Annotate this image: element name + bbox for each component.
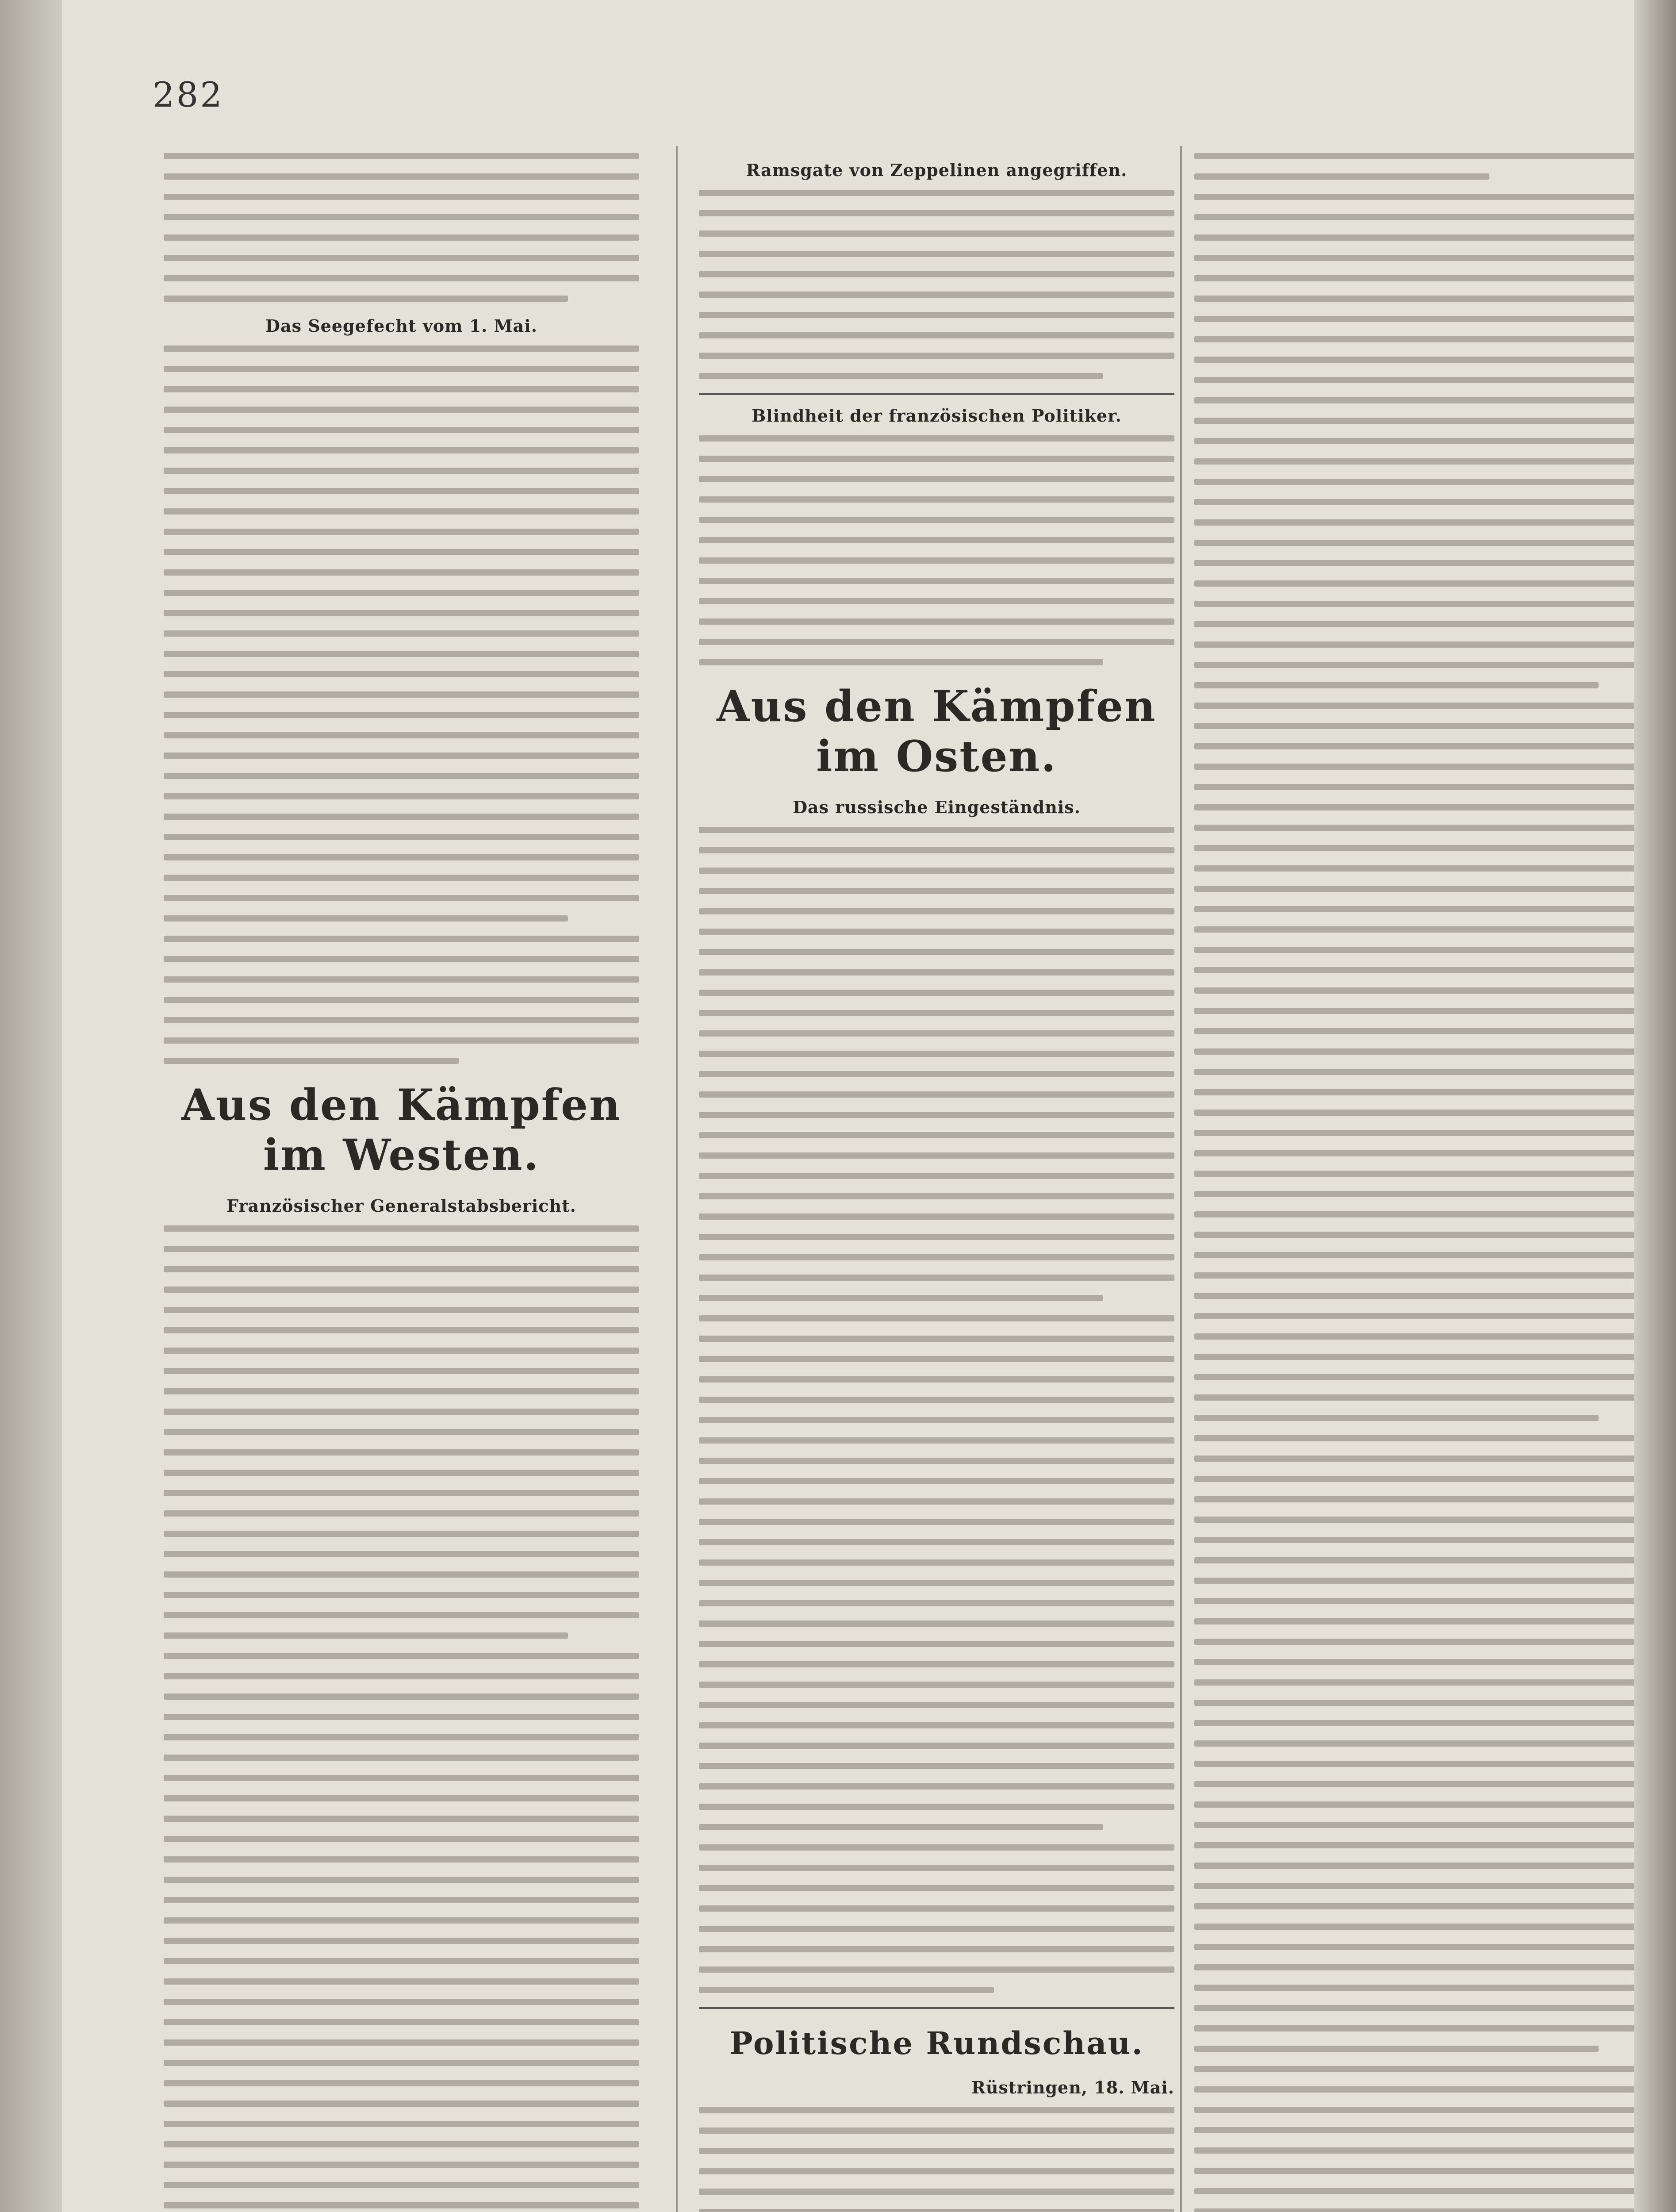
article-subheading: Französischer Generalstabsbericht. xyxy=(226,1196,576,1216)
text-lines-placeholder xyxy=(1194,1435,1670,2052)
article-subheading: Das russische Eingeständnis. xyxy=(793,797,1081,817)
text-lines-placeholder xyxy=(164,1653,639,2212)
text-lines-placeholder xyxy=(699,1844,1174,1993)
text-lines-placeholder xyxy=(699,827,1174,1301)
article-subheading: Blindheit der französischen Politiker. xyxy=(752,406,1122,426)
column-2 xyxy=(699,150,1174,2212)
article-subheading: Das Seegefecht vom 1. Mai. xyxy=(265,316,537,336)
text-lines-placeholder xyxy=(699,2107,1174,2212)
dateline: Rüstringen, 18. Mai. xyxy=(971,2078,1174,2097)
text-lines-placeholder xyxy=(699,1315,1174,1830)
text-lines-placeholder xyxy=(164,346,639,922)
text-lines-placeholder xyxy=(1194,194,1670,688)
page-number: 282 xyxy=(153,75,224,115)
column-3 xyxy=(1194,150,1670,2212)
column-rule xyxy=(676,146,678,2212)
text-lines-placeholder xyxy=(699,435,1174,665)
section-separator xyxy=(699,393,1174,395)
column-1 xyxy=(164,150,639,2212)
section-separator xyxy=(699,2007,1174,2009)
text-lines-placeholder xyxy=(1194,703,1670,1421)
text-lines-placeholder xyxy=(1194,153,1670,180)
section-headline: Politische Rundschau. xyxy=(729,2025,1144,2062)
page-edge-shadow xyxy=(1634,0,1676,2212)
newspaper-page xyxy=(62,0,1634,2212)
section-headline: Aus den Kämpfen im Westen. xyxy=(181,1080,621,1180)
column-rule xyxy=(1180,146,1182,2212)
text-lines-placeholder xyxy=(699,190,1174,379)
article-subheading: Ramsgate von Zeppelinen angegriffen. xyxy=(746,160,1128,180)
section-headline: Aus den Kämpfen im Osten. xyxy=(717,681,1157,781)
text-lines-placeholder xyxy=(164,936,639,1064)
text-lines-placeholder xyxy=(1194,2066,1670,2212)
binding-gutter xyxy=(0,0,62,2212)
text-lines-placeholder xyxy=(164,1225,639,1639)
text-lines-placeholder xyxy=(164,153,639,302)
